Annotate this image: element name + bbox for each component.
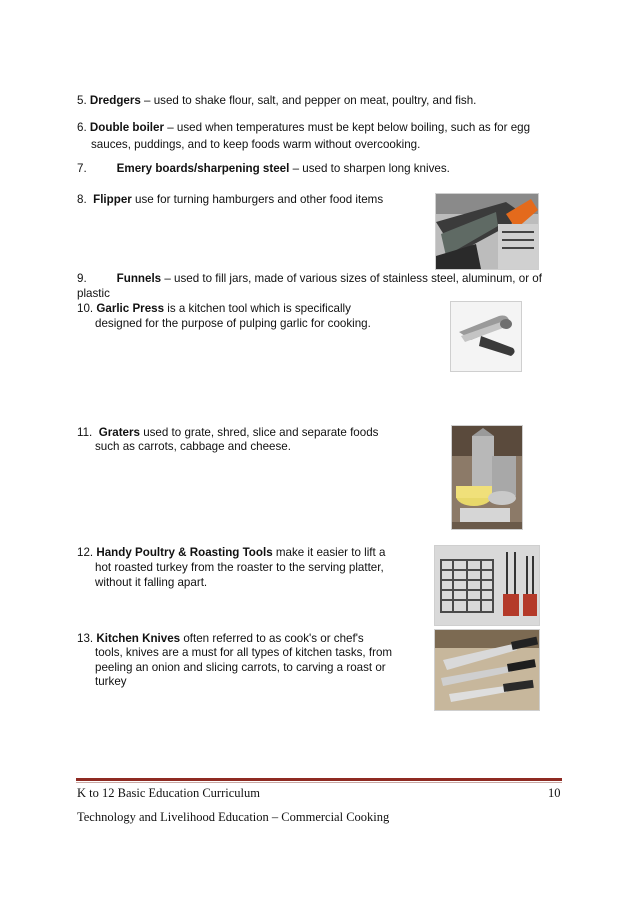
- footer-subject: Technology and Livelihood Education – Commercial Cooking: [77, 810, 390, 824]
- roasting-tools-photo: [434, 545, 540, 626]
- footer-rule-thin: [76, 782, 562, 783]
- item-flipper: 8. Flipper use for turning hamburgers and other food items: [77, 193, 384, 206]
- term: Handy Poultry & Roasting Tools: [96, 546, 273, 559]
- item-kitchen-knives-line3: peeling an onion and slicing carrots, to carving a roast or: [95, 661, 386, 674]
- item-kitchen-knives-line4: turkey: [95, 675, 127, 688]
- item-double-boiler: 6. Double boiler – used when temperatures must be kept below boiling, such as for egg: [77, 121, 531, 134]
- graters-photo: [451, 425, 523, 530]
- garlic-press-photo: [450, 301, 522, 372]
- term: Emery boards/sharpening steel: [116, 162, 290, 175]
- term: Flipper: [93, 193, 132, 206]
- item-emery-boards: 7. Emery boards/sharpening steel – used to sharpen long knives.: [77, 162, 450, 175]
- footer-curriculum: K to 12 Basic Education Curriculum: [77, 786, 260, 800]
- item-kitchen-knives-line2: tools, knives are a must for all types of kitchen tasks, from: [95, 646, 393, 659]
- kitchen-knives-photo: [434, 629, 540, 711]
- item-graters-line2: such as carrots, cabbage and cheese.: [95, 440, 291, 453]
- desc: is a kitchen tool which is specifically: [164, 302, 351, 315]
- desc: – used to fill jars, made of various sizes of stainless steel, aluminum, or of: [161, 272, 542, 285]
- term: Double boiler: [89, 121, 164, 134]
- item-roasting-tools-line2: hot roasted turkey from the roaster to the serving platter,: [95, 561, 384, 574]
- item-garlic-press-line2: designed for the purpose of pulping garlic for cooking.: [95, 317, 371, 330]
- term: Graters: [98, 426, 140, 439]
- item-kitchen-knives: 13. Kitchen Knives often referred to as cook's or chef's: [77, 632, 364, 645]
- desc: – used to sharpen long knives.: [289, 162, 450, 175]
- page-number: 10: [548, 786, 561, 800]
- term: Kitchen Knives: [96, 632, 181, 645]
- item-roasting-tools-line3: without it falling apart.: [95, 576, 208, 589]
- item-double-boiler-line2: sauces, puddings, and to keep foods warm without overcooking.: [91, 138, 421, 151]
- flipper-photo: [435, 193, 539, 270]
- desc: – used when temperatures must be kept below boiling, such as for egg: [163, 121, 531, 134]
- item-graters: 11. Graters used to grate, shred, slice and separate foods: [77, 426, 379, 439]
- term: Funnels: [116, 272, 162, 285]
- item-dredgers: 5. Dredgers – used to shake flour, salt, and pepper on meat, poultry, and fish.: [77, 94, 477, 107]
- term: Garlic Press: [96, 302, 165, 315]
- item-roasting-tools: 12. Handy Poultry & Roasting Tools make it easier to lift a: [77, 546, 386, 559]
- desc: make it easier to lift a: [272, 546, 386, 559]
- term: Dredgers: [89, 94, 141, 107]
- desc: often referred to as cook's or chef's: [180, 632, 364, 645]
- footer-rule: [76, 778, 562, 781]
- item-funnels-line2: plastic: [77, 287, 110, 300]
- desc: used to grate, shred, slice and separate foods: [139, 426, 379, 439]
- desc: – used to shake flour, salt, and pepper on meat, poultry, and fish.: [140, 94, 477, 107]
- item-garlic-press: 10. Garlic Press is a kitchen tool which is specifically: [77, 302, 351, 315]
- desc: use for turning hamburgers and other food items: [131, 193, 384, 206]
- item-funnels: 9. Funnels – used to fill jars, made of various sizes of stainless steel, aluminum, or of: [77, 272, 542, 285]
